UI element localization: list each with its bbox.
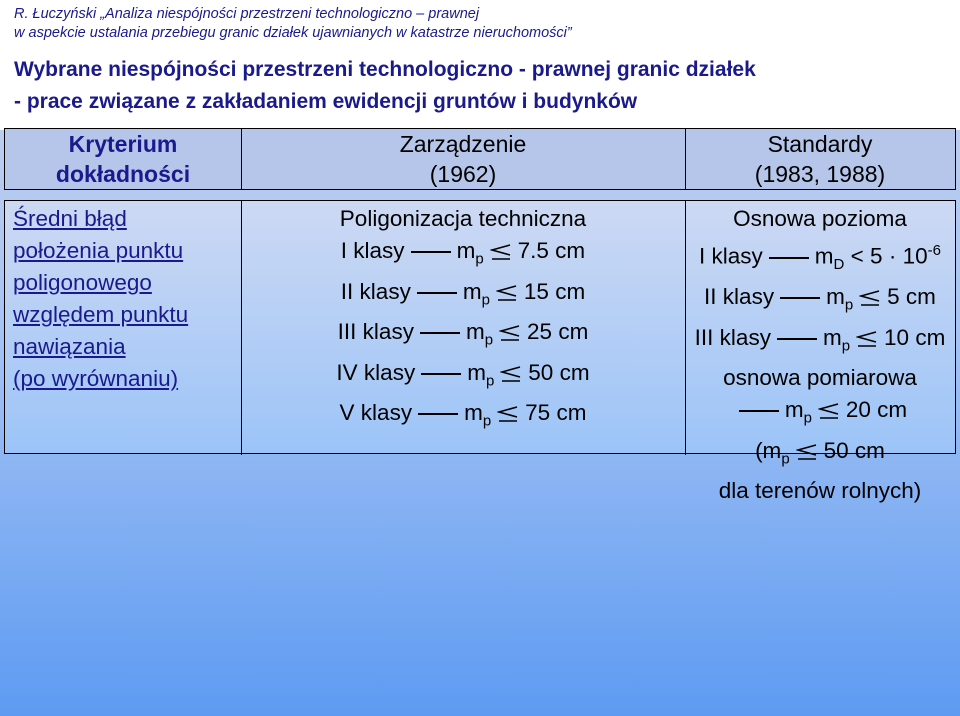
symbol: m xyxy=(464,400,483,425)
header-criterion-line1: Kryterium xyxy=(68,131,178,157)
standard-row-4 xyxy=(685,394,955,435)
less-equal-icon xyxy=(499,325,521,341)
relation: < xyxy=(850,243,864,269)
criterion-line: nawiązania xyxy=(13,334,126,359)
class-label: IV klasy xyxy=(336,359,416,385)
standardy-cell xyxy=(685,201,955,503)
symbol: (m xyxy=(755,437,782,463)
citation-line-2: w aspekcie ustalania przebiegu granic działek ujawnianych w katastrze nieruchomości” xyxy=(14,25,572,41)
symbol-sub: p xyxy=(482,412,492,430)
standard-row-5 xyxy=(685,435,955,476)
standard-row-6: dla terenów rolnych) xyxy=(718,478,922,503)
header-zarzadzenie-line2: (1962) xyxy=(429,161,497,187)
value: 7.5 cm xyxy=(517,238,586,263)
title-line-2: - prace związane z zakładaniem ewidencji gruntów i budynków xyxy=(14,90,638,113)
standardy-heading-2: osnowa pomiarowa xyxy=(723,365,917,390)
symbol-sub: p xyxy=(841,337,851,354)
class-label: III klasy xyxy=(337,319,414,344)
base: 10 xyxy=(902,243,928,269)
value: 10 cm xyxy=(884,324,946,350)
header-zarzadzenie xyxy=(241,129,686,189)
less-equal-icon xyxy=(796,444,818,460)
value: 50 cm xyxy=(528,359,590,385)
symbol: m xyxy=(467,359,486,385)
dash-symbol xyxy=(411,251,451,253)
standard-row-3 xyxy=(685,322,955,363)
slide-title xyxy=(0,48,960,130)
citation-line-1: R. Łuczyński „Analiza niespójności przestrzeni technologiczno – prawnej xyxy=(14,6,480,22)
table-header-row xyxy=(4,128,956,190)
symbol-sub: p xyxy=(484,331,494,349)
dot-operator: · xyxy=(888,243,897,269)
less-equal-icon xyxy=(490,244,512,260)
value: 75 cm xyxy=(525,400,587,425)
symbol: m xyxy=(456,238,476,263)
header-criterion xyxy=(5,129,242,189)
standard-row-1 xyxy=(685,235,955,281)
criterion-line: względem punktu xyxy=(13,302,189,327)
dash-symbol xyxy=(780,297,820,299)
header-standardy xyxy=(685,129,955,189)
dash-symbol xyxy=(769,257,809,259)
criterion-line: (po wyrównaniu) xyxy=(13,366,179,391)
header-criterion-line2: dokładności xyxy=(55,161,191,187)
exponent: -6 xyxy=(927,242,941,259)
class-row-4 xyxy=(241,357,685,398)
symbol-sub: p xyxy=(481,291,490,308)
symbol-sub: p xyxy=(475,250,484,268)
value: 20 cm xyxy=(845,397,908,422)
value: 5 xyxy=(870,243,883,269)
header-zarzadzenie-line1: Zarządzenie xyxy=(399,131,527,157)
table-body-row xyxy=(4,200,956,503)
header-standardy-line2: (1983, 1988) xyxy=(754,161,886,187)
symbol: m xyxy=(826,284,845,309)
class-row-5 xyxy=(241,397,685,438)
less-equal-icon xyxy=(818,403,840,419)
class-label: I klasy xyxy=(699,243,763,269)
dash-symbol xyxy=(421,373,461,375)
class-label: III klasy xyxy=(694,324,771,350)
symbol-sub: p xyxy=(844,296,854,314)
citation-header xyxy=(0,0,960,48)
zarzadzenie-cell xyxy=(241,201,686,455)
less-equal-icon xyxy=(856,331,878,347)
class-label: II klasy xyxy=(340,278,411,304)
class-row-1 xyxy=(241,235,685,276)
less-equal-icon xyxy=(497,406,519,422)
symbol: m xyxy=(822,324,842,350)
value: 5 cm xyxy=(887,284,936,309)
less-equal-icon xyxy=(496,285,518,301)
dash-symbol xyxy=(739,410,779,412)
symbol-sub: p xyxy=(485,372,495,389)
dash-symbol xyxy=(777,338,817,340)
symbol-sub: p xyxy=(781,450,790,467)
less-equal-icon xyxy=(500,366,522,382)
header-standardy-line1: Standardy xyxy=(767,131,873,157)
class-label: V klasy xyxy=(339,400,413,425)
class-label: II klasy xyxy=(704,284,775,309)
criterion-line: położenia punktu xyxy=(13,238,184,263)
criterion-line: poligonowego xyxy=(13,270,152,295)
class-row-3 xyxy=(241,316,685,357)
zarzadzenie-heading: Poligonizacja techniczna xyxy=(339,206,587,231)
criterion-line: Średni błąd xyxy=(13,206,127,231)
value: 50 cm xyxy=(823,437,885,463)
value: 15 cm xyxy=(523,278,586,304)
standardy-heading: Osnowa pozioma xyxy=(733,206,907,231)
symbol: m xyxy=(784,397,804,422)
title-line-1: Wybrane niespójności przestrzeni technologiczno - prawnej granic działek xyxy=(14,58,756,81)
symbol: m xyxy=(462,278,482,304)
class-row-2 xyxy=(241,276,685,317)
dash-symbol xyxy=(417,292,457,294)
criterion-cell xyxy=(5,201,242,455)
symbol: m xyxy=(465,319,485,344)
value: 25 cm xyxy=(527,319,589,344)
standard-row-2 xyxy=(685,281,955,322)
symbol-sub: D xyxy=(833,256,845,273)
less-equal-icon xyxy=(859,290,881,306)
dash-symbol xyxy=(420,332,460,334)
symbol: m xyxy=(814,243,834,269)
class-label: I klasy xyxy=(340,238,405,263)
symbol-sub: p xyxy=(803,409,812,427)
dash-symbol xyxy=(418,413,458,415)
